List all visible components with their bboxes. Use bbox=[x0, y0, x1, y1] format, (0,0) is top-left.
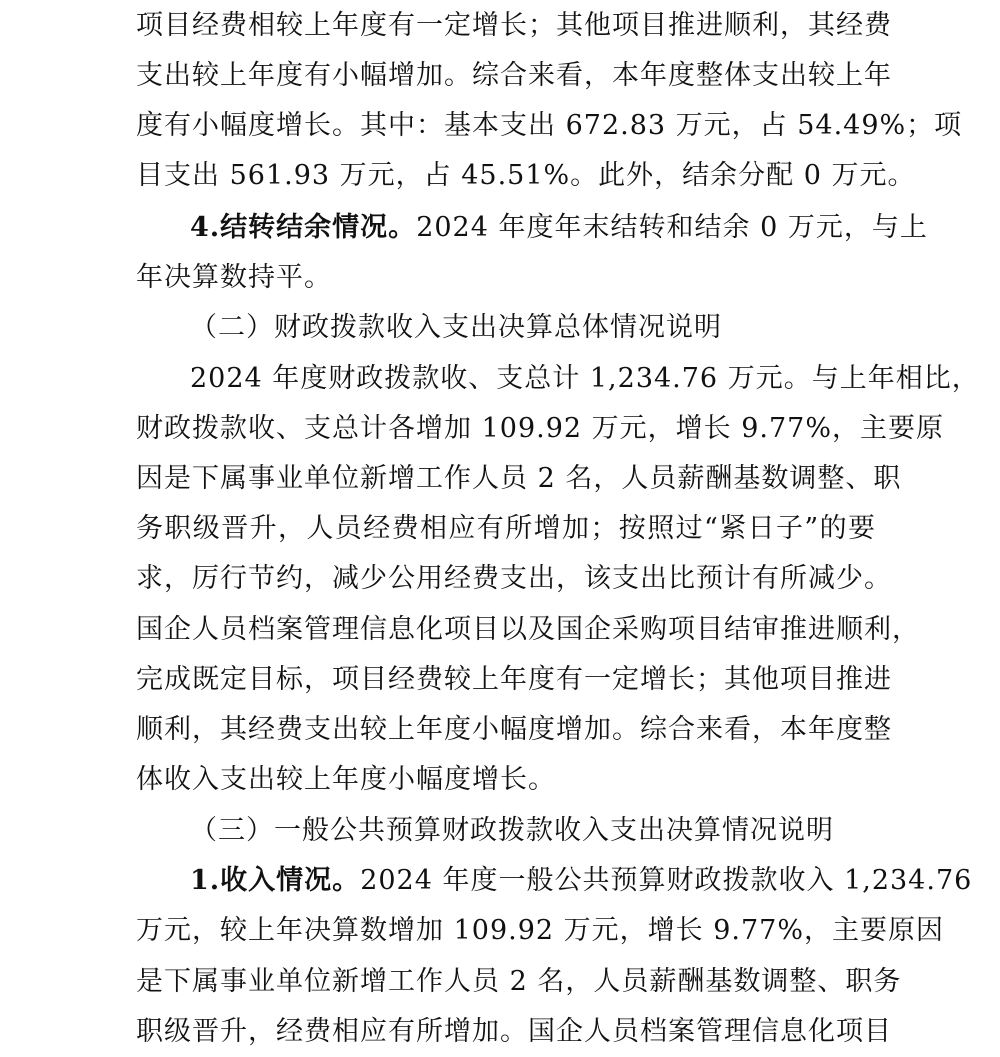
paragraph-line: 万元，较上年决算数增加 109.92 万元，增长 9.77%，主要原因 bbox=[136, 915, 944, 946]
section-title: （三）一般公共预算财政拨款收入支出决算情况说明 bbox=[190, 815, 834, 846]
paragraph-line: 年决算数持平。 bbox=[136, 262, 332, 293]
section-title: （二）财政拨款收入支出决算总体情况说明 bbox=[190, 312, 722, 343]
paragraph-line: 因是下属事业单位新增工作人员 2 名，人员薪酬基数调整、职 bbox=[136, 463, 902, 494]
paragraph-line: 支出较上年度有小幅增加。综合来看，本年度整体支出较上年 bbox=[136, 60, 892, 91]
paragraph-line: 国企人员档案管理信息化项目以及国企采购项目结审推进顺利， bbox=[136, 614, 920, 645]
paragraph-line: 完成既定目标，项目经费较上年度有一定增长；其他项目推进 bbox=[136, 664, 892, 695]
paragraph-line: 项目经费相较上年度有一定增长；其他项目推进顺利，其经费 bbox=[136, 10, 892, 41]
paragraph-line: 务职级晋升，人员经费相应有所增加；按照过“紧日子”的要 bbox=[136, 513, 876, 544]
paragraph-line: 职级晋升，经费相应有所增加。国企人员档案管理信息化项目 bbox=[136, 1016, 892, 1047]
paragraph-first-line bbox=[190, 203, 928, 253]
paragraph-heading: 4.结转结余情况。 bbox=[190, 212, 417, 243]
paragraph-line: 度有小幅度增长。其中：基本支出 672.83 万元，占 54.49%；项 bbox=[136, 110, 963, 141]
paragraph-line: 是下属事业单位新增工作人员 2 名，人员薪酬基数调整、职务 bbox=[136, 966, 902, 997]
paragraph-heading: 1.收入情况。 bbox=[190, 865, 361, 896]
paragraph-line: 求，厉行节约，减少公用经费支出，该支出比预计有所减少。 bbox=[136, 563, 892, 594]
paragraph-line: 顺利，其经费支出较上年度小幅度增加。综合来看，本年度整 bbox=[136, 714, 892, 745]
paragraph-line: 目支出 561.93 万元，占 45.51%。此外，结余分配 0 万元。 bbox=[136, 160, 916, 191]
paragraph-text: 2024 年度一般公共预算财政拨款收入 1,234.76 bbox=[360, 865, 973, 896]
paragraph-line: 2024 年度财政拨款收、支总计 1,234.76 万元。与上年相比， bbox=[190, 363, 980, 394]
paragraph-line: 财政拨款收、支总计各增加 109.92 万元，增长 9.77%，主要原 bbox=[136, 413, 944, 444]
paragraph-text: 2024 年度年末结转和结余 0 万元，与上 bbox=[416, 212, 928, 243]
paragraph-line: 体收入支出较上年度小幅度增长。 bbox=[136, 764, 556, 795]
paragraph-first-line bbox=[190, 856, 973, 906]
